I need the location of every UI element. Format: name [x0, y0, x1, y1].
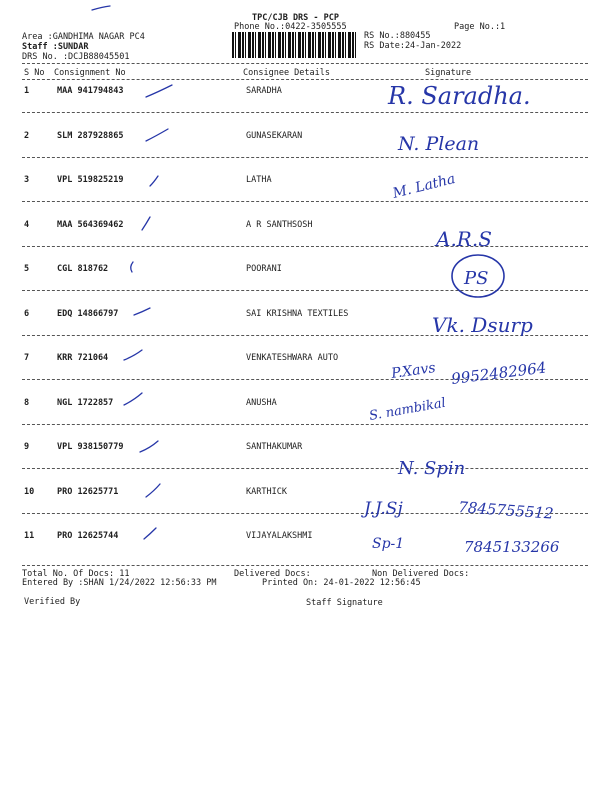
tick-mark: [146, 129, 168, 141]
handwritten-signature: J.J.Sj: [364, 499, 403, 519]
printed-on: Printed On: 24-01-2022 12:56:45: [262, 578, 421, 588]
column-header-sno: S No: [24, 68, 45, 78]
consignee-name: VENKATESHWARA AUTO: [246, 353, 339, 363]
consignment-number: MAA 941794843: [57, 86, 124, 96]
rs-date: RS Date:24-Jan-2022: [364, 41, 462, 51]
row-serial-number: 2: [24, 130, 30, 141]
consignment-number: EDQ 14866797: [57, 308, 119, 319]
tick-mark: [131, 262, 133, 272]
phone-number: Phone No.:0422-3505555: [234, 22, 347, 32]
consignment-number: VPL 938150779: [57, 442, 124, 452]
handwritten-signature: N. Plean: [398, 133, 480, 155]
rs-number: RS No.:880455: [364, 31, 431, 41]
stray-pen-stroke: [92, 6, 110, 10]
tick-mark: [146, 85, 172, 97]
row-serial-number: 3: [24, 175, 30, 185]
consignment-number: SLM 287928865: [57, 130, 124, 141]
handwritten-signature: PS: [464, 268, 489, 289]
consignee-name: SANTHAKUMAR: [246, 442, 303, 452]
consignee-name: A R SANTHSOSH: [246, 219, 313, 230]
tick-mark: [140, 441, 158, 452]
row-serial-number: 11: [24, 531, 35, 541]
consignee-name: KARTHICK: [246, 486, 287, 497]
non-delivered-docs: Non Delivered Docs:: [372, 569, 470, 579]
page-number: Page No.:1: [454, 22, 506, 32]
consignee-name: SAI KRISHNA TEXTILES: [246, 308, 349, 319]
handwritten-phone-number: 9952482964: [450, 358, 548, 388]
handwritten-signature: Vk. Dsurp: [432, 313, 533, 337]
area-label: Area :GANDHIMA NAGAR PC4: [22, 32, 145, 42]
handwritten-signature: N. Spin: [398, 458, 466, 479]
handwritten-signature: A.R.S: [436, 227, 492, 251]
row-serial-number: 10: [24, 486, 35, 497]
verified-by: Verified By: [24, 597, 81, 607]
handwritten-phone-number: 7845133266: [464, 538, 560, 556]
column-header-signature: Signature: [425, 68, 472, 78]
handwritten-signature: S. nambikal: [368, 395, 447, 424]
consignment-number: CGL 818762: [57, 264, 109, 274]
row-serial-number: 8: [24, 397, 30, 408]
consignee-name: ANUSHA: [246, 397, 277, 408]
total-docs: Total No. Of Docs: 11: [22, 569, 130, 579]
consignment-number: MAA 564369462: [57, 219, 124, 230]
consignment-number: PRO 12625771: [57, 486, 119, 497]
consignment-number: VPL 519825219: [57, 175, 124, 185]
delivered-docs: Delivered Docs:: [234, 569, 311, 579]
tick-mark: [134, 308, 150, 315]
entered-by: Entered By :SHAN 1/24/2022 12:56:33 PM: [22, 578, 217, 588]
consignment-number: PRO 12625744: [57, 531, 119, 541]
row-serial-number: 5: [24, 264, 30, 274]
tick-mark: [144, 528, 156, 539]
consignee-name: VIJAYALAKSHMI: [246, 531, 313, 541]
row-serial-number: 4: [24, 219, 30, 230]
consignee-name: POORANI: [246, 264, 282, 274]
handwritten-signature: R. Saradha.: [388, 82, 531, 110]
consignment-number: KRR 721064: [57, 353, 109, 363]
drs-number: DRS No. :DCJB88045501: [22, 52, 130, 62]
consignee-name: SARADHA: [246, 86, 282, 96]
tick-mark: [124, 350, 142, 360]
handwritten-signature: P.Xavs: [390, 359, 437, 382]
row-serial-number: 1: [24, 86, 30, 96]
column-header-consignee: Consignee Details: [243, 68, 330, 78]
tick-mark: [150, 176, 158, 186]
handwritten-signature: M. Latha: [391, 170, 457, 202]
consignee-name: GUNASEKARAN: [246, 130, 303, 141]
column-header-consignment: Consignment No: [54, 68, 126, 78]
handwritten-signature: Sp-1: [372, 536, 405, 552]
consignee-name: LATHA: [246, 175, 272, 185]
tick-mark: [142, 217, 150, 230]
consignment-number: NGL 1722857: [57, 397, 114, 408]
row-serial-number: 7: [24, 353, 30, 363]
staff-label: Staff :SUNDAR: [22, 42, 89, 52]
handwritten-phone-number: 7845755512: [457, 498, 555, 523]
staff-signature: Staff Signature: [306, 598, 383, 608]
tick-mark: [124, 393, 142, 405]
tick-mark: [146, 484, 160, 497]
row-serial-number: 9: [24, 442, 30, 452]
row-serial-number: 6: [24, 308, 30, 319]
document-title: TPC/CJB DRS - PCP: [252, 13, 339, 23]
